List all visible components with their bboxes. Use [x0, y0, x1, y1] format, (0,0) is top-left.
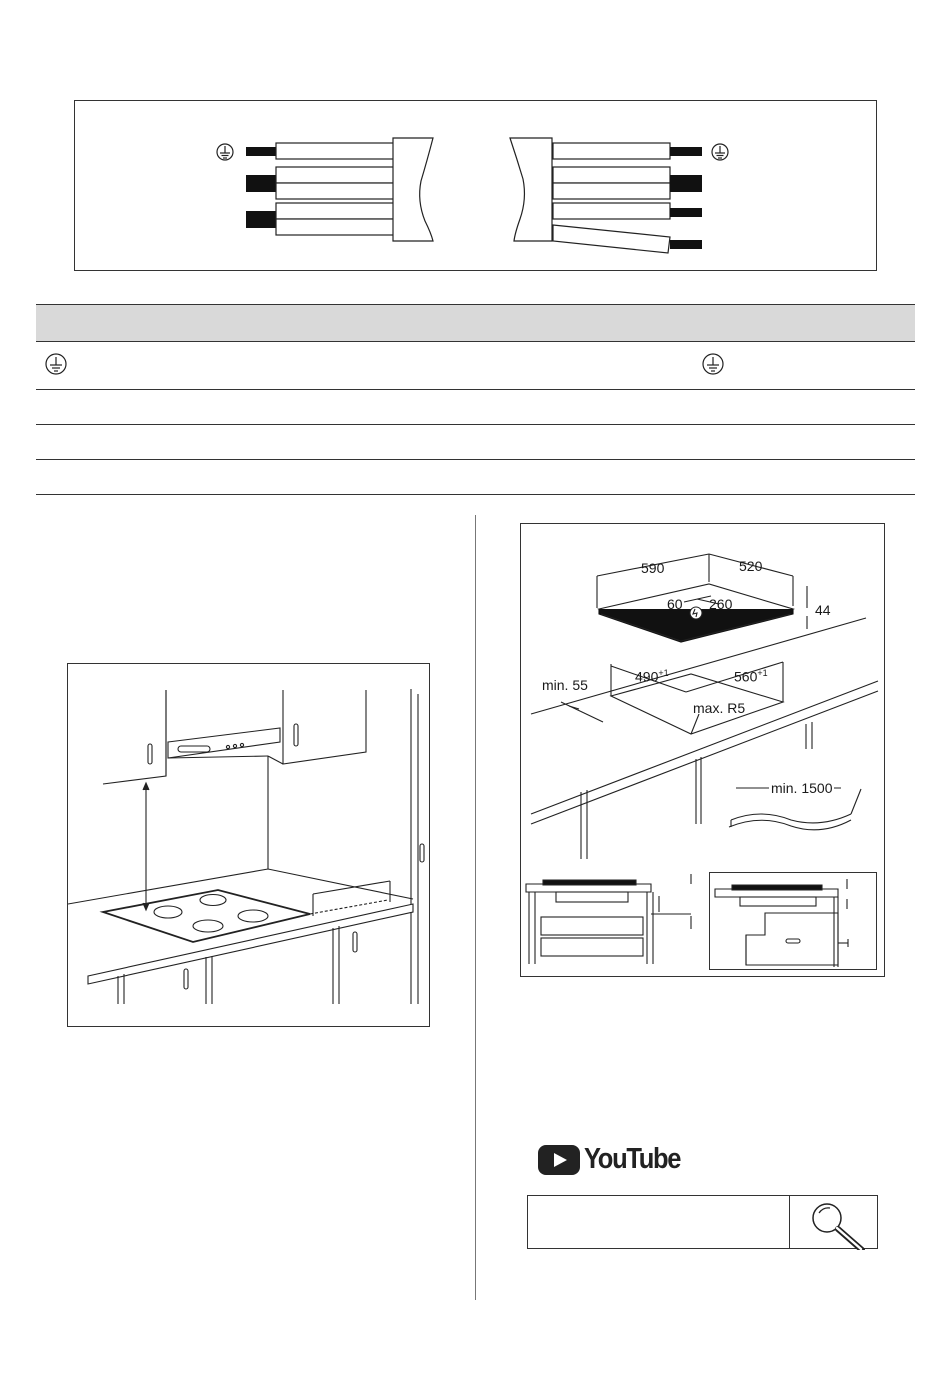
table-row: [36, 425, 915, 460]
earth-ground-icon: [44, 352, 68, 376]
cut-depth-value: 560: [734, 668, 758, 685]
max-r5-label: max. R5: [693, 700, 746, 716]
cut-depth-label: [734, 668, 768, 685]
cut-width-tolerance: +1: [658, 668, 669, 678]
youtube-wordmark: YouTube: [584, 1143, 681, 1175]
cut-depth-tolerance: +1: [757, 668, 768, 678]
column-divider: [475, 515, 476, 1300]
kitchen-drawing: [68, 664, 431, 1028]
play-icon: [538, 1145, 580, 1177]
min-1500-label: min. 1500: [771, 780, 833, 796]
kitchen-installation-figure: [67, 663, 430, 1027]
oven-section-drawing: [710, 873, 878, 971]
youtube-logo: [538, 1143, 681, 1177]
cable-wiring-figure: [74, 100, 877, 271]
cut-width-label: [635, 668, 669, 685]
oven-section-detail: [709, 872, 877, 970]
dim-height-label: 44: [815, 602, 831, 618]
dim-260-label: 260: [709, 596, 733, 612]
search-box[interactable]: [527, 1195, 878, 1249]
hob-dimensions-figure: [520, 523, 885, 977]
dim-width-label: 590: [641, 560, 665, 576]
dim-depth-label: 520: [739, 558, 763, 574]
magnifier-icon: [790, 1196, 878, 1250]
table-row: [36, 390, 915, 425]
search-button[interactable]: [789, 1196, 877, 1248]
min-55-label: min. 55: [542, 677, 588, 693]
earth-ground-icon: [701, 352, 725, 376]
dim-60-label: 60: [667, 596, 683, 612]
table-row: [36, 460, 915, 495]
cable-wiring-drawing: [75, 101, 878, 272]
table-row: [36, 342, 915, 390]
earth-ground-icon: [712, 144, 728, 160]
cut-width-value: 490: [635, 668, 659, 685]
earth-ground-icon: [217, 144, 233, 160]
table-header: [36, 304, 915, 342]
